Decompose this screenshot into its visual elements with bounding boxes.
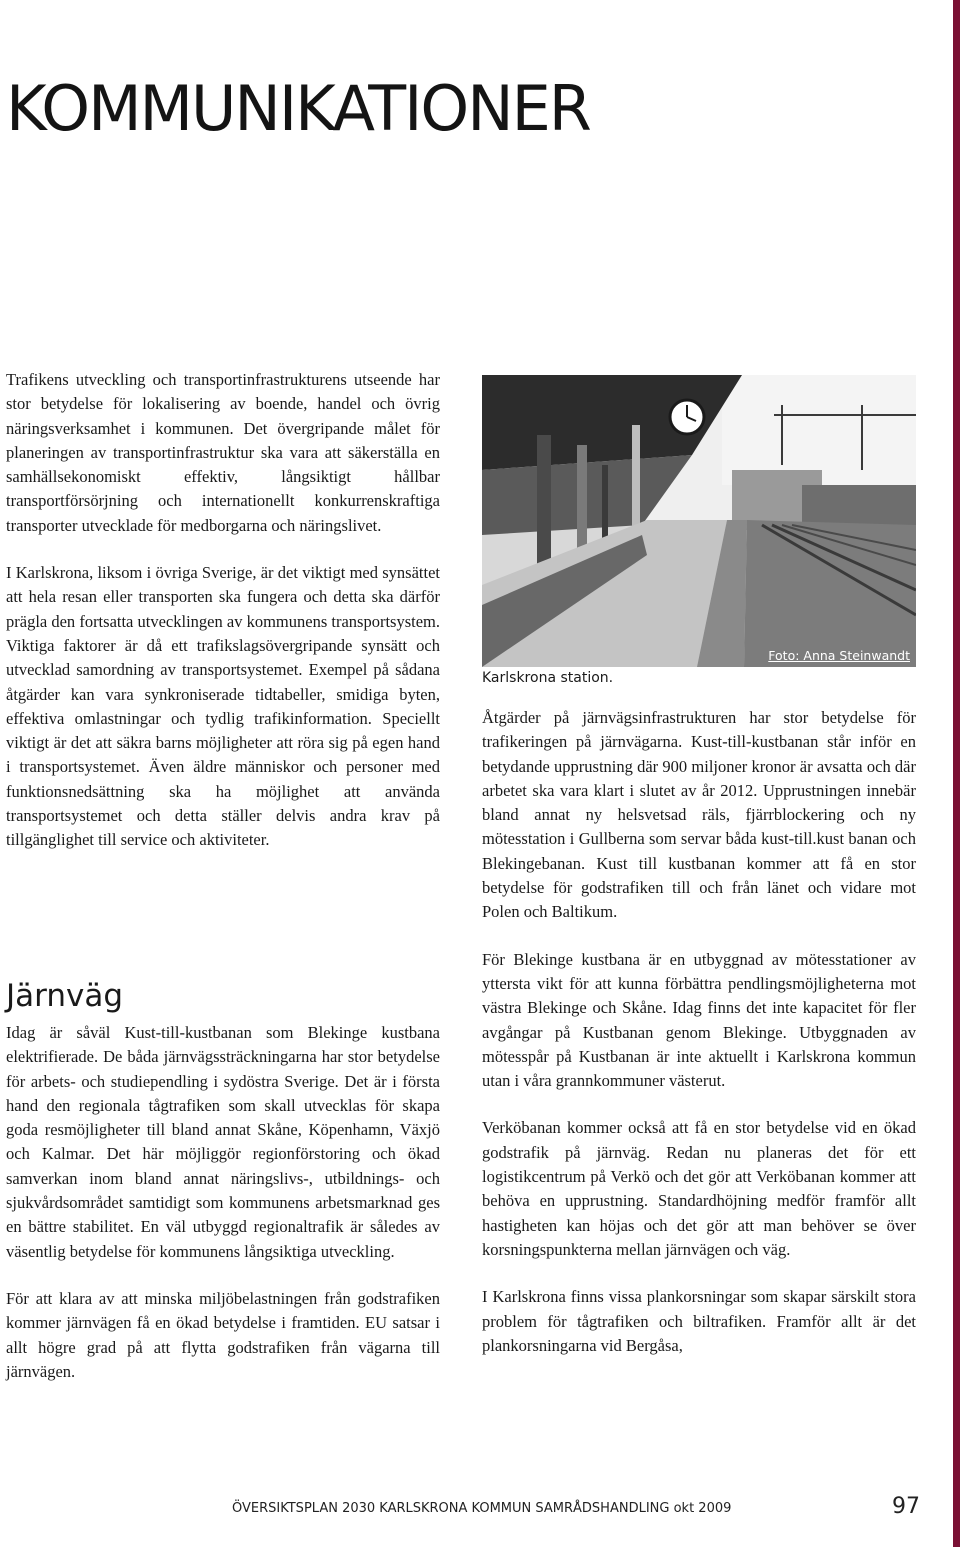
footer-text: ÖVERSIKTSPLAN 2030 KARLSKRONA KOMMUN SAMRÅDSHANDLING okt 2009 <box>232 1501 732 1516</box>
section-heading-jarnvag: Järnväg <box>6 978 124 1014</box>
station-photo-image <box>482 375 916 667</box>
page-number: 97 <box>892 1494 920 1519</box>
rail-right-paragraph-3: Verköbanan kommer också att få en stor betydelse vid en ökad godstrafik på järnväg. Redan nu planeras det för ett logistikcentrum på Verkö och det gör att Verköbanan kommer att behöva en upprustning. Standardhöjning medför framför allt hastigheten kan höjas och det gör att man behöver se över korsningspunkterna mellan järnvägen och väg. <box>482 1118 916 1259</box>
intro-paragraph-1: Trafikens utveckling och transportinfrastrukturens utseende har stor betydelse för lokalisering av boende, handel och övrig näringsverksamhet i kommunen. Det övergripande målet för planeringen av transportinfrastruktur ska vara att säkerställa en samhällsekonomiskt effektiv, långsiktigt hållbar transportförsörjning och internationellt konkurrenskraftiga transporter utvecklade för medborgarna och näringslivet. <box>6 370 440 535</box>
page-title: KOMMUNIKATIONER <box>6 72 590 145</box>
photo-credit: Foto: Anna Steinwandt <box>768 648 910 663</box>
rail-right-column <box>482 706 916 1358</box>
photo-caption: Karlskrona station. <box>482 670 614 686</box>
intro-column <box>6 368 440 853</box>
rail-right-paragraph-2: För Blekinge kustbana är en utbyggnad av mötesstationer av yttersta vikt för att kunna förbättra pendlingsmöjligheterna mot västra Blekinge och Skåne. Idag finns det inte kapacitet för fler avgångar på Kustbanan genom Blekinge. Utbyggnaden av mötesspår på Kustbanan är inte aktuellt i Karlskrona kommun utan i våra grannkommuner västerut. <box>482 949 916 1091</box>
rail-left-column <box>6 1021 440 1384</box>
page-edge-bar <box>953 0 960 1547</box>
rail-right-paragraph-1: Åtgärder på järnvägsinfrastrukturen har stor betydelse för trafikeringen på järnvägarna. Kust-till-kustbanan står inför en betydande upprustning där 900 miljoner kronor är avsatta och där arbetet ska vara klart i slutet av år 2012. Upprustningen innebär bland annat ny helsvetsad räls, fjärrblockering och ny mötesstation i Gullberna som servar båda kust-till.kust banan och Blekingebanan. Kust till kustbanan kommer att få en stor betydelse för godstrafiken till och från länet och vidare mot Polen och Baltikum. <box>482 708 916 922</box>
rail-left-paragraph-1: Idag är såväl Kust-till-kustbanan som Blekinge kustbana elektrifierade. De båda järnvägssträckningarna har stor betydelse för arbets- och studiependling i sydöstra Sverige. Det är i första hand den regionala tågtrafiken som skall utvecklas för skapa goda resmöjligheter till bland annat Skåne, Köpenhamn, Växjö och Kalmar. Det här möjliggör regionförstoring och ökad samverkan inom bland annat näringslivs-, utbildnings- och sjukvårdsområdet samtidigt som kommunens arbetsmarknad ges en bättre stabilitet. En väl utbyggd regionaltrafik är således av väsentlig betydelse för kommunens långsiktiga utveckling. <box>6 1023 440 1261</box>
intro-paragraph-2: I Karlskrona, liksom i övriga Sverige, är det viktigt med synsättet att hela resan eller transporten ska fungera och detta ska därför prägla den fortsatta utvecklingen av kommunens transportsystem. Viktiga faktorer är då ett trafikslagsövergripande synsätt och utvecklad samordning av transportsystemet. Exempel på sådana åtgärder kan vara synkroniserade tidtabeller, smidiga byten, effektiva omlastningar och tydlig trafikinformation. Speciellt viktigt är det att säkra barns möjligheter att röra sig på egen hand i transportsystemet. Även äldre människor och personer med funktionsnedsättning ska ha möjlighet att använda transportsystemet och detta ställer delvis andra krav på tillgänglighet till service och aktiviteter. <box>6 563 440 850</box>
rail-left-paragraph-2: För att klara av att minska miljöbelastningen från godstrafiken kommer järnvägen få en ökad betydelse i framtiden. EU satsar i allt högre grad på att flytta godstrafiken från vägarna till järnvägen. <box>6 1288 440 1381</box>
station-photo <box>482 375 916 667</box>
rail-right-paragraph-4: I Karlskrona finns vissa plankorsningar som skapar särskilt stora problem för tågtrafiken och biltrafiken. Framför allt är det plankorsningarna vid Bergåsa, <box>482 1287 916 1355</box>
